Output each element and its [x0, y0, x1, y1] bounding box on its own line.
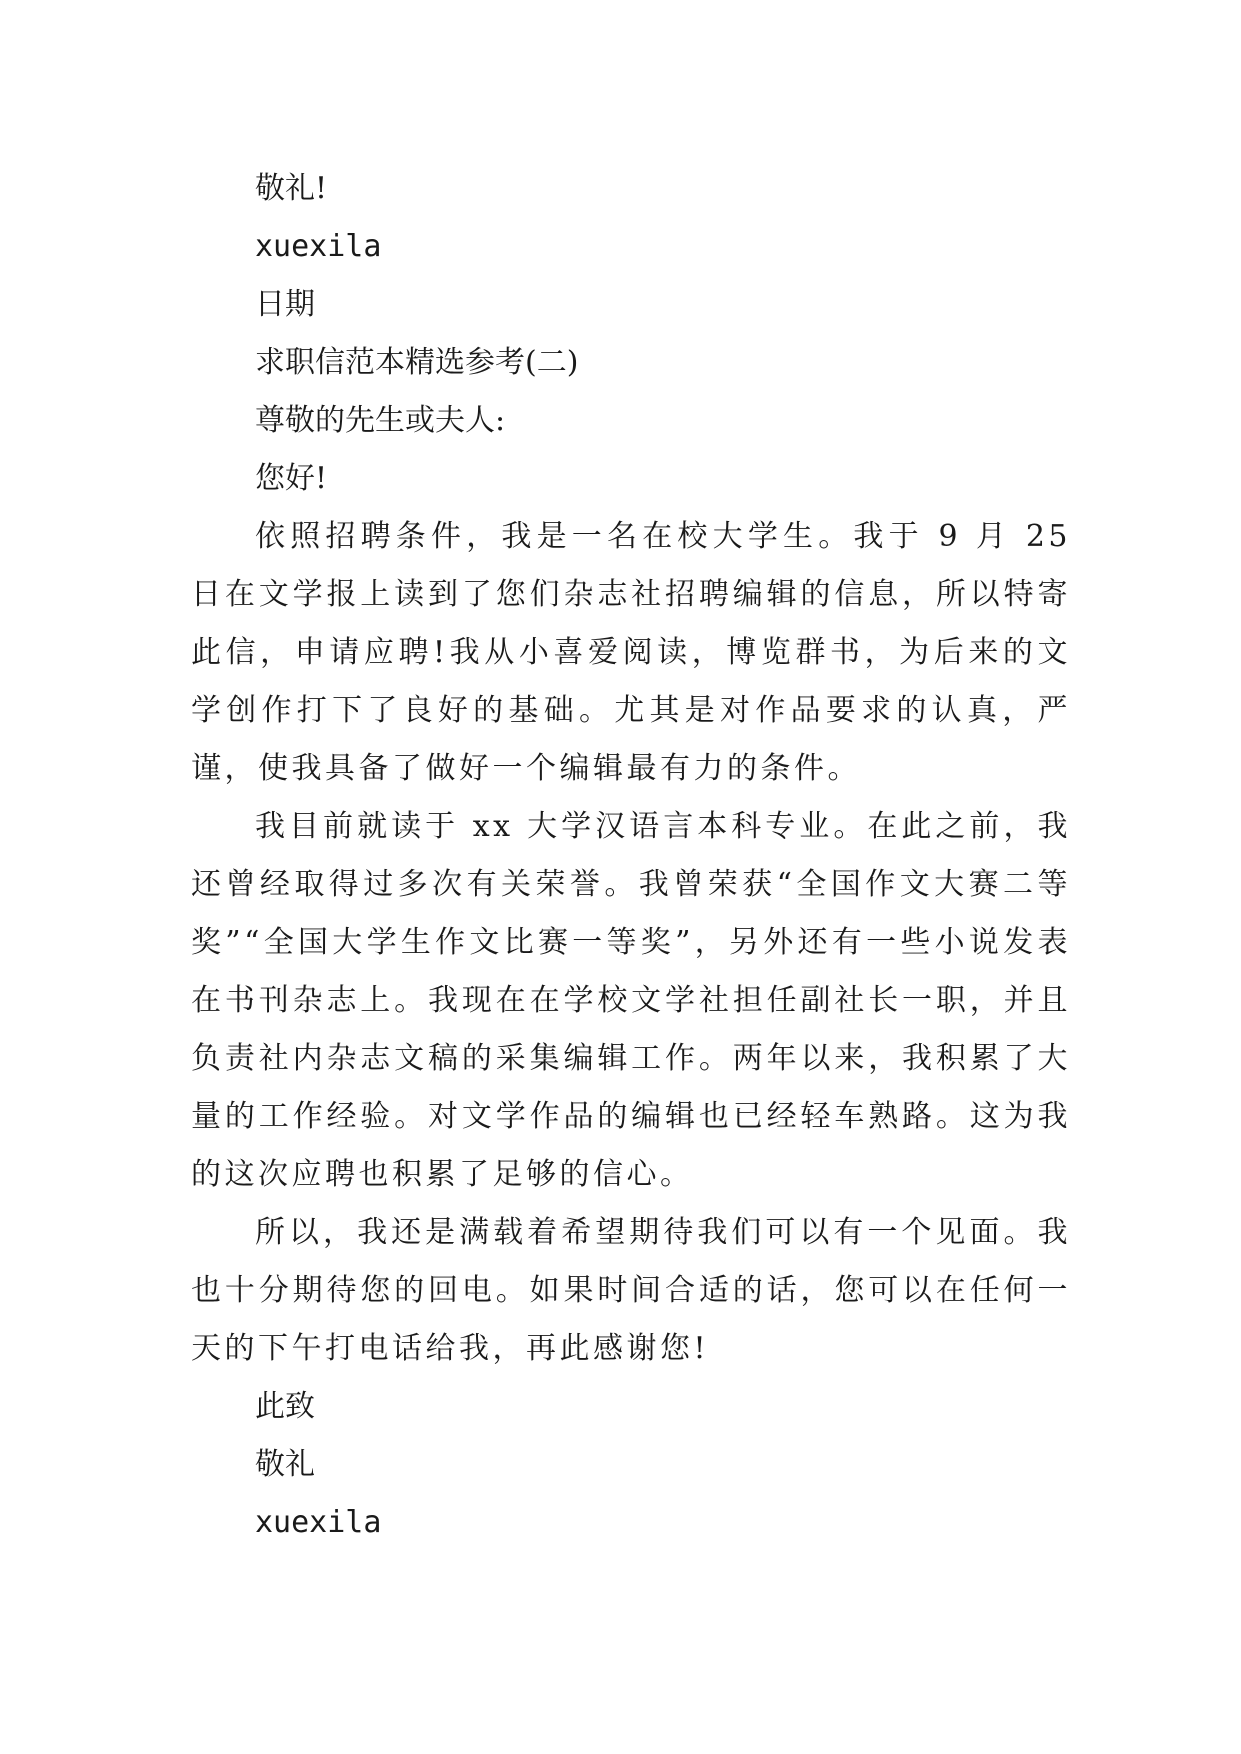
closing-line: 敬礼! [255, 171, 328, 206]
signature: xuexila [255, 229, 382, 264]
salutation: 尊敬的先生或夫人: [255, 403, 506, 438]
body-paragraph: 依照招聘条件，我是一名在校大学生。我于 9 月 25 日在文学报上读到了您们杂志社招聘编辑的信息，所以特寄此信，申请应聘!我从小喜爱阅读，博览群书，为后来的文学创作打下了良好的基础。尤其是对作品要求的认真，严谨，使我具备了做好一个编辑最有力的条件。 [191, 519, 1071, 786]
section-title: 求职信范本精选参考(二) [255, 345, 579, 380]
body-paragraph: 我目前就读于 xx 大学汉语言本科专业。在此之前，我还曾经取得过多次有关荣誉。我曾荣获“全国作文大赛二等奖”“全国大学生作文比赛一等奖”，另外还有一些小说发表在书刊杂志上。我现在在学校文学社担任副社长一职，并且负责社内杂志文稿的采集编辑工作。两年以来，我积累了大量的工作经验。对文学作品的编辑也已经轻车熟路。这为我的这次应聘也积累了足够的信心。 [191, 809, 1071, 1192]
date-label: 日期 [255, 287, 315, 322]
letter-body [191, 160, 1071, 1552]
signature: xuexila [255, 1505, 382, 1540]
body-paragraph: 所以，我还是满载着希望期待我们可以有一个见面。我也十分期待您的回电。如果时间合适的话，您可以在任何一天的下午打电话给我，再此感谢您! [191, 1215, 1071, 1366]
closing-line: 敬礼 [255, 1447, 315, 1482]
closing-line: 此致 [255, 1389, 315, 1424]
greeting: 您好! [255, 461, 328, 496]
